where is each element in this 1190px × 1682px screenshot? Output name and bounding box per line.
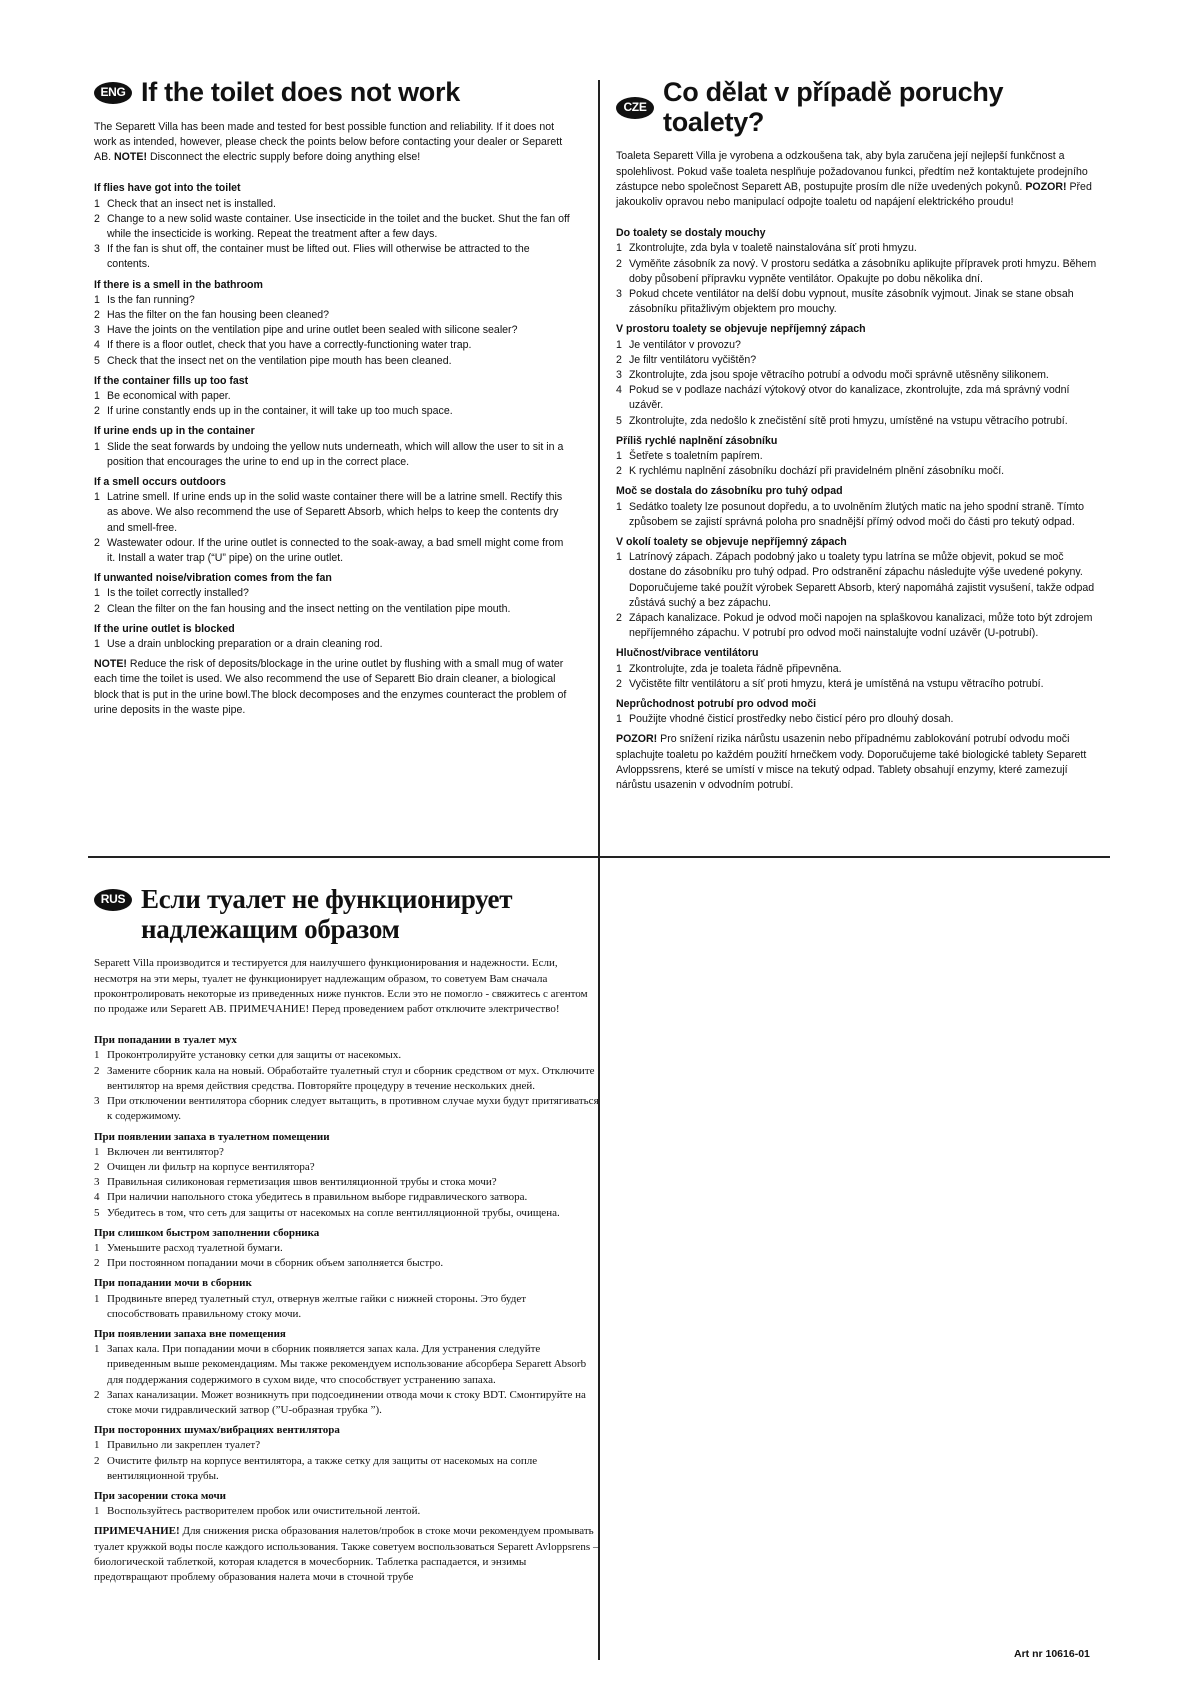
list-item-text: Check that an insect net is installed. <box>107 197 277 210</box>
list-item-number: 4 <box>94 1191 100 1204</box>
section-heading: V okolí toalety se objevuje nepříjemný zápach <box>616 536 847 549</box>
list-item-number: 2 <box>94 1257 100 1270</box>
list-item-text: Have the joints on the ventilation pipe and urine outlet been sealed with silicone sealer? <box>107 324 518 337</box>
list-item-number: 2 <box>94 602 100 615</box>
list-item-text: Zkontrolujte, zda nedošlo k znečistění sítě proti hmyzu, umístěné na vstupu větracího potrubí. <box>629 414 1068 427</box>
list-item <box>94 1454 599 1484</box>
section-russian <box>94 884 599 1674</box>
section-heading: If the container fills up too fast <box>94 374 249 387</box>
list-item <box>616 677 1100 692</box>
list-item-number: 2 <box>94 308 100 321</box>
list-item-text: При отключении вентилятора сборник следует вытащить, в противном случае мухи будут притягиваться к содержимому. <box>107 1095 599 1123</box>
list-item <box>94 354 572 369</box>
section-heading: При попадании в туалет мух <box>94 1034 237 1047</box>
list-item-number: 1 <box>616 551 622 564</box>
list-item <box>94 1160 599 1175</box>
section-heading: При появлении запаха вне помещения <box>94 1327 286 1340</box>
list-item <box>94 1342 599 1388</box>
rus-note: ПРИМЕЧАНИЕ! Для снижения риска образования налетов/пробок в стоке мочи рекомендуем промывать туалет кружкой воды после каждого использования. Также советуем воспользоваться Separett Avloppsrens – биологической таблеткой, которая кладется в мочесборник. Таблетка распадается, и энзимы предотвращают проблему образования налета мочи в сточной трубе <box>94 1525 599 1583</box>
section-list <box>94 1342 599 1418</box>
list-item <box>94 323 572 338</box>
list-item-text: Pokud chcete ventilátor na delší dobu vypnout, musíte zásobník vyjmout. Jinak se stane obsah zásobníku přitažlivým objektem pro mouchy. <box>629 288 1074 316</box>
list-item-number: 4 <box>616 384 622 397</box>
list-item-number: 3 <box>94 243 100 256</box>
list-item <box>94 1175 599 1190</box>
cze-note: POZOR! Pro snížení rizika nárůstu usazenin nebo případnému zablokování potrubí odvodu moči splachujte toaletu po každém použití hrnečkem vody. Doporučujeme také biologické tablety Separett Avloppssrens, které se umístí v misce na tekutý odpad. Tablety obsahují enzymy, které zamezují nárůstu usazenin v odvodním potrubí. <box>616 733 1087 792</box>
list-item <box>616 368 1100 383</box>
section-list <box>94 586 572 616</box>
eng-intro: The Separett Villa has been made and tested for best possible function and reliability. If it does not work as intended, however, please check the points below before contacting your dealer or Separett AB. NOTE! Disconnect the electric supply before doing anything else! <box>94 120 563 164</box>
list-item-text: Has the filter on the fan housing been cleaned? <box>107 308 330 321</box>
list-item <box>94 1388 599 1418</box>
list-item <box>94 212 572 242</box>
list-item <box>94 440 572 470</box>
troubleshooting-section <box>94 1033 599 1124</box>
list-item <box>94 1094 599 1124</box>
list-item-number: 1 <box>94 1505 100 1518</box>
troubleshooting-section <box>616 484 1100 530</box>
list-item <box>616 383 1100 413</box>
list-item-number: 1 <box>94 1049 100 1062</box>
list-item-number: 1 <box>94 389 100 402</box>
list-item-number: 1 <box>94 1343 100 1356</box>
eng-title <box>94 78 572 108</box>
list-item-text: Latrine smell. If urine ends up in the solid waste container there will be a latrine smell. Rectify this as above. We also recommend the use of Separett Absorb, which helps to keep the contents dry and smell-free. <box>107 491 563 534</box>
list-item-number: 1 <box>94 1145 100 1158</box>
troubleshooting-section <box>94 475 572 566</box>
list-item-text: Очищен ли фильтр на корпусе вентилятора? <box>107 1160 315 1173</box>
list-item-text: Is the toilet correctly installed? <box>107 587 249 600</box>
section-heading: If urine ends up in the container <box>94 425 255 438</box>
troubleshooting-section <box>616 322 1100 428</box>
list-item-text: Правильная силиконовая герметизация швов вентиляционной трубы и стока мочи? <box>107 1176 497 1189</box>
list-item-text: Запах канализации. Может возникнуть при подсоединении отвода мочи к стоку BDT. Смонтируйте на стоке мочи гидравлический затвор (”U-образная трубка ”). <box>107 1388 586 1416</box>
list-item <box>94 637 572 652</box>
list-item <box>94 1504 599 1519</box>
list-item-number: 1 <box>616 338 622 351</box>
list-item-text: Продвиньте вперед туалетный стул, отвернув желтые гайки с нижней стороны. Это будет способствовать правильному стоку мочи. <box>107 1292 527 1320</box>
list-item-text: If urine constantly ends up in the container, it will take up too much space. <box>107 405 453 418</box>
list-item <box>94 1145 599 1160</box>
troubleshooting-section <box>94 622 572 652</box>
eng-title-text: If the toilet does not work <box>141 77 460 107</box>
list-item-number: 5 <box>94 354 100 367</box>
list-item-text: При постоянном попадании мочи в сборник объем заполняется быстро. <box>107 1257 444 1270</box>
list-item <box>94 602 572 617</box>
section-heading: Hlučnost/vibrace ventilátoru <box>616 647 759 660</box>
list-item-text: Clean the filter on the fan housing and the insect netting on the ventilation pipe mouth. <box>107 602 511 615</box>
section-list <box>94 1292 599 1322</box>
list-item-text: K rychlému naplnění zásobníku dochází při pravidelném plnění zásobníku močí. <box>629 465 1005 478</box>
troubleshooting-section <box>94 181 572 272</box>
list-item-text: Vyměňte zásobník za nový. V prostoru sedátka a zásobníku aplikujte přípravek proti hmyzu. Během doby působení přípravku vypněte ventilátor. Opakujte po dobu několika dní. <box>629 257 1097 285</box>
list-item <box>94 1190 599 1205</box>
section-heading: V prostoru toalety se objevuje nepříjemný zápach <box>616 323 866 336</box>
section-czech <box>616 78 1100 868</box>
list-item-text: Použijte vhodné čisticí prostředky nebo čisticí péro pro dlouhý dosah. <box>629 713 954 726</box>
section-list <box>616 449 1100 479</box>
list-item-text: Zkontrolujte, zda jsou spoje větracího potrubí a odvodu moči správně utěsněny silikonem. <box>629 369 1049 382</box>
section-list <box>616 550 1100 641</box>
section-heading: При появлении запаха в туалетном помещении <box>94 1130 330 1143</box>
list-item-number: 5 <box>94 1206 100 1219</box>
list-item <box>616 414 1100 429</box>
list-item-text: Šetřete s toaletním papírem. <box>629 450 763 463</box>
list-item-text: Правильно ли закреплен туалет? <box>107 1439 261 1452</box>
section-heading: При засорении стока мочи <box>94 1489 226 1502</box>
list-item <box>616 712 1100 727</box>
list-item-number: 2 <box>94 1388 100 1401</box>
list-item-number: 1 <box>94 440 100 453</box>
list-item-number: 2 <box>616 465 622 478</box>
section-list <box>94 490 572 566</box>
list-item-text: При наличии напольного стока убедитесь в правильном выборе гидравлического затвора. <box>107 1191 528 1204</box>
list-item <box>94 490 572 536</box>
list-item <box>94 1292 599 1322</box>
list-item <box>616 287 1100 317</box>
list-item-text: Check that the insect net on the ventilation pipe mouth has been cleaned. <box>107 354 452 367</box>
list-item-number: 1 <box>616 713 622 726</box>
list-item <box>94 242 572 272</box>
list-item-number: 2 <box>94 405 100 418</box>
list-item-number: 5 <box>616 414 622 427</box>
list-item-number: 2 <box>616 612 622 625</box>
list-item-text: Vyčistěte filtr ventilátoru a síť proti hmyzu, která je umístěná na vstupu větracího potrubí. <box>629 677 1044 690</box>
list-item <box>616 241 1100 256</box>
cze-sections <box>616 226 1100 727</box>
cze-title <box>616 78 1100 137</box>
list-item <box>94 404 572 419</box>
section-list <box>94 440 572 470</box>
section-list <box>616 662 1100 692</box>
troubleshooting-section <box>94 571 572 617</box>
list-item <box>94 389 572 404</box>
list-item-text: Zkontrolujte, zda byla v toaletě nainstalována síť proti hmyzu. <box>629 242 917 255</box>
list-item <box>616 662 1100 677</box>
list-item <box>616 257 1100 287</box>
list-item-number: 2 <box>94 536 100 549</box>
list-item-number: 2 <box>94 1454 100 1467</box>
cze-intro: Toaleta Separett Villa je vyrobena a odzkoušena tak, aby byla zaručena její nejlepší funkčnost a spolehlivost. Pokud vaše toaleta nesplňuje požadovanou funkci, předtím než kontaktujete prodejního zástupce nebo společnost Separett AB, postupujte prosím dle níže uvedených pokynů. POZOR! Před jakoukoliv opravou nebo manipulací odpojte toaletu od napájení elektrického proudu! <box>616 150 1092 208</box>
list-item-text: Запах кала. При попадании мочи в сборник появляется запах кала. Для устранения следуйте приведенным выше рекомендациям. Мы также рекомендуем использование абсорбера Separett Absorb для поддержания содержимого в сухом виде, что способствует устранению запаха. <box>107 1343 587 1386</box>
troubleshooting-section <box>616 646 1100 692</box>
section-heading: Moč se dostala do zásobníku pro tuhý odpad <box>616 485 843 498</box>
list-item-text: Уменьшите расход туалетной бумаги. <box>107 1241 283 1254</box>
section-heading: If unwanted noise/vibration comes from the fan <box>94 572 332 585</box>
list-item-number: 1 <box>94 1292 100 1305</box>
list-item <box>94 1438 599 1453</box>
troubleshooting-section <box>94 424 572 470</box>
section-list <box>94 1241 599 1271</box>
list-item <box>616 464 1100 479</box>
list-item-number: 2 <box>94 1064 100 1077</box>
list-item-number: 1 <box>94 1241 100 1254</box>
list-item-text: Проконтролируйте установку сетки для защиты от насекомых. <box>107 1049 402 1062</box>
troubleshooting-section <box>94 1489 599 1519</box>
list-item <box>616 500 1100 530</box>
section-heading: При посторонних шумах/вибрациях вентилятора <box>94 1424 340 1437</box>
troubleshooting-section <box>616 535 1100 641</box>
troubleshooting-section <box>94 1327 599 1418</box>
list-item-text: If the fan is shut off, the container must be lifted out. Flies will otherwise be attracted to the contents. <box>107 243 530 271</box>
list-item-number: 3 <box>616 369 622 382</box>
list-item-text: Slide the seat forwards by undoing the yellow nuts underneath, which will allow the user to sit in a position that encourages the urine to end up in the correct place. <box>107 440 564 468</box>
section-heading: If the urine outlet is blocked <box>94 622 235 635</box>
list-item-number: 1 <box>616 500 622 513</box>
troubleshooting-section <box>94 278 572 369</box>
list-item <box>94 1206 599 1221</box>
eng-language-badge: ENG <box>94 82 132 104</box>
list-item-text: Zápach kanalizace. Pokud je odvod moči napojen na splaškovou kanalizaci, může toto být zdrojem nepříjemného zápachu. V potrubí pro odvod moči nainstalujte vodní uzávěr (U-potrubí). <box>629 612 1093 640</box>
section-list <box>616 712 1100 727</box>
list-item-number: 2 <box>616 353 622 366</box>
section-list <box>94 1145 599 1221</box>
list-item-text: Очистите фильтр на корпусе вентилятора, а также сетку для защиты от насекомых на сопле вентиляционной трубы. <box>107 1454 538 1482</box>
list-item-text: Be economical with paper. <box>107 389 231 402</box>
troubleshooting-section <box>94 374 572 420</box>
section-list <box>616 500 1100 530</box>
list-item <box>94 1064 599 1094</box>
section-list <box>94 1438 599 1484</box>
list-item-text: Wastewater odour. If the urine outlet is connected to the soak-away, a bad smell might come from it. Install a water trap (“U” pipe) on the urine outlet. <box>107 536 564 564</box>
list-item-number: 1 <box>94 587 100 600</box>
list-item-text: Je filtr ventilátoru vyčištěn? <box>629 353 757 366</box>
list-item-text: Pokud se v podlaze nachází výtokový otvor do kanalizace, zkontrolujte, zda má správný vodní uzávěr. <box>629 384 1070 412</box>
list-item <box>94 308 572 323</box>
list-item-number: 1 <box>94 293 100 306</box>
list-item <box>94 1241 599 1256</box>
list-item-number: 2 <box>94 1160 100 1173</box>
section-list <box>616 241 1100 317</box>
list-item-number: 3 <box>94 324 100 337</box>
rus-title <box>94 884 599 944</box>
section-english <box>94 78 572 858</box>
list-item-text: Zkontrolujte, zda je toaleta řádně připevněna. <box>629 662 842 675</box>
list-item-text: Je ventilátor v provozu? <box>629 338 741 351</box>
list-item-number: 4 <box>94 339 100 352</box>
list-item <box>616 550 1100 611</box>
cze-language-badge: CZE <box>616 97 654 119</box>
section-list <box>94 293 572 369</box>
list-item-number: 2 <box>616 677 622 690</box>
section-heading: Do toalety se dostaly mouchy <box>616 227 766 240</box>
troubleshooting-section <box>94 1130 599 1221</box>
list-item-number: 1 <box>94 197 100 210</box>
troubleshooting-section <box>616 434 1100 480</box>
list-item-text: If there is a floor outlet, check that you have a correctly-functioning water trap. <box>107 339 472 352</box>
section-list <box>94 389 572 419</box>
list-item <box>94 1048 599 1063</box>
list-item-text: Is the fan running? <box>107 293 195 306</box>
troubleshooting-section <box>94 1423 599 1484</box>
section-heading: If flies have got into the toilet <box>94 182 241 195</box>
list-item-text: Latrínový zápach. Zápach podobný jako u toalety typu latrína se může objevit, pokud se moč dostane do zásobníku pro tuhý odpad. Pro odstranění zápachu následujte výše uvedené pokyny. Doporučujeme také použít výrobek Separett Absorb, který napomáhá zajistit vysušení, takže odpad zůstává suchý a bez zápachu. <box>629 551 1095 609</box>
section-heading: При слишком быстром заполнении сборника <box>94 1226 320 1239</box>
troubleshooting-section <box>94 1276 599 1322</box>
list-item <box>616 611 1100 641</box>
list-item-number: 2 <box>94 212 100 225</box>
eng-sections <box>94 181 572 652</box>
rus-title-text: Если туалет не функционирует надлежащим образом <box>141 884 513 945</box>
list-item-text: Убедитесь в том, что сеть для защиты от насекомых на сопле вентилляционной трубы, очищена. <box>107 1206 560 1219</box>
list-item-number: 1 <box>616 662 622 675</box>
section-list <box>94 197 572 273</box>
list-item <box>94 536 572 566</box>
cze-title-text: Co dělat v případě poruchy toalety? <box>663 77 1004 137</box>
list-item <box>616 338 1100 353</box>
section-list <box>94 1504 599 1519</box>
section-list <box>94 1048 599 1124</box>
rus-sections <box>94 1033 599 1519</box>
section-heading: If a smell occurs outdoors <box>94 475 226 488</box>
rus-intro: Separett Villa производится и тестируется для наилучшего функционирования и надежности. Если, несмотря на эти меры, туалет не функционирует надлежащим образом, то советуем Вам сначала проконтролировать некоторые из приведенных ниже пунктов. Если это не помогло - свяжитесь с агентом по продаже или Separett AB. ПРИМЕЧАНИЕ! Перед проведением работ отключите электричество! <box>94 957 588 1016</box>
list-item-number: 3 <box>616 288 622 300</box>
troubleshooting-section <box>94 1226 599 1272</box>
list-item-number: 1 <box>616 450 622 463</box>
list-item <box>94 197 572 212</box>
list-item-text: Use a drain unblocking preparation or a drain cleaning rod. <box>107 637 383 650</box>
section-heading: При попадании мочи в сборник <box>94 1277 252 1290</box>
list-item-number: 1 <box>94 491 100 504</box>
list-item-number: 3 <box>94 1095 100 1108</box>
list-item <box>94 1256 599 1271</box>
rus-language-badge: RUS <box>94 889 132 911</box>
list-item <box>616 353 1100 368</box>
list-item <box>94 586 572 601</box>
list-item-number: 2 <box>616 257 622 270</box>
eng-note: NOTE! Reduce the risk of deposits/blockage in the urine outlet by flushing with a small mug of water each time the toilet is used. We also recommend the use of Separett Bio drain cleaner, a biological block that is put in the urine bowl.The block decomposes and the enzymes counteract the problem of urine deposits in the waste pipe. <box>94 658 567 716</box>
section-heading: Neprůchodnost potrubí pro odvod moči <box>616 698 817 711</box>
article-number: Art nr 10616-01 <box>1014 1648 1090 1660</box>
list-item-number: 1 <box>94 637 100 650</box>
list-item-text: Включен ли вентилятор? <box>107 1145 224 1158</box>
list-item-text: Change to a new solid waste container. Use insecticide in the toilet and the bucket. Shut the fan off while the insecticide is working. Repeat the treatment after a few days. <box>107 212 570 240</box>
section-heading: Příliš rychlé naplnění zásobníku <box>616 434 778 447</box>
list-item-text: Sedátko toalety lze posunout dopředu, a to uvolněním žlutých matic na jeho spodní straně. Tímto způsobem se zajistí správná poloha pro snadnější přímý odvod moči do části pro tekutý odpad. <box>629 500 1085 528</box>
list-item <box>616 449 1100 464</box>
list-item-text: Воспользуйтесь растворителем пробок или очистительной лентой. <box>107 1505 421 1518</box>
list-item-number: 3 <box>94 1176 100 1189</box>
section-list <box>94 637 572 652</box>
troubleshooting-section <box>616 697 1100 727</box>
section-list <box>616 338 1100 429</box>
list-item-text: Замените сборник кала на новый. Обработайте туалетный стул и сборник средством от мух. Отключите вентилятор на время действия средства. Повторяйте процедуру в течение нескольких дней. <box>107 1064 595 1092</box>
section-heading: If there is a smell in the bathroom <box>94 278 263 291</box>
list-item <box>94 293 572 308</box>
list-item-number: 1 <box>94 1439 100 1452</box>
list-item-number: 1 <box>616 242 622 255</box>
troubleshooting-section <box>616 226 1100 317</box>
list-item <box>94 338 572 353</box>
